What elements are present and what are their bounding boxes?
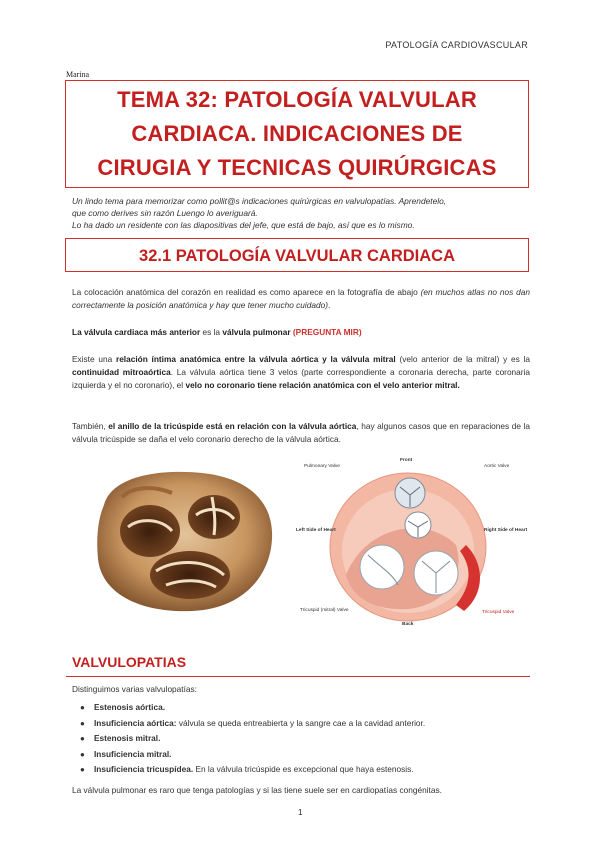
p3-e: . La válvula aórtica tiene 3 velos (parte correspondiente a coronaria derecha, parte coronaria izquierda y el no coronario), el xyxy=(72,367,531,390)
item-rest: válvula se queda entreabierta y la sangre cae a la cavidad anterior. xyxy=(176,717,426,728)
label-pulmonary: Pulmonary Valve xyxy=(304,464,340,469)
intro-line-2: que como derives sin razón Luengo lo averiguará. xyxy=(72,208,258,218)
valvulopatias-heading: VALVULOPATIAS xyxy=(72,654,187,670)
p4-c: , hay algunos casos que en reparaciones de la válvula tricúspide se daña el velo coronario derecho de la válvula aórtica. xyxy=(72,421,530,444)
p3-b: relación íntima anatómica entre la válvula aórtica y la válvula mitral xyxy=(115,354,396,364)
list-item xyxy=(72,716,542,732)
p3-f: velo no coronario tiene relación anatómica con el velo anterior mitral. xyxy=(185,380,460,390)
label-right-side: Right Side of Heart xyxy=(484,528,528,533)
bullet-icon: ● xyxy=(80,749,85,759)
label-back: Back xyxy=(402,622,414,627)
valvulopatias-lead: Distinguimos varias valvulopatías: xyxy=(72,684,197,694)
item-bold: Estenosis aórtica. xyxy=(94,702,166,712)
label-left-side: Left Side of Heart xyxy=(296,528,336,533)
intro-line-3: Lo ha dado un residente con las diapositivas del jefe, que está de bajo, así que es lo mismo. xyxy=(72,220,415,230)
item-bold: Insuficiencia tricuspídea. xyxy=(94,764,194,774)
bullet-icon: ● xyxy=(80,718,85,728)
valvulopatias-heading-box xyxy=(66,652,530,677)
heart-valves-photo xyxy=(92,467,278,615)
label-aortic: Aortic Valve xyxy=(484,464,510,469)
label-tricuspid: Tricuspid Valve xyxy=(482,610,515,615)
intro-line-1: Un lindo tema para memorizar como pollit@s indicaciones quirúrgicas en valvulopatías. Aprendetelo, xyxy=(72,196,447,206)
running-header: PATOLOGÍA CARDIOVASCULAR xyxy=(385,40,528,50)
paragraph-3 xyxy=(72,353,530,392)
p1-italic: (en muchos atlas no nos dan correctamente la posición anatómica y hay que tener mucho cuidado) xyxy=(72,287,531,310)
bullet-icon: ● xyxy=(80,703,85,712)
paragraph-4 xyxy=(72,420,530,446)
bullet-icon: ● xyxy=(80,734,85,743)
p2-mid: es la xyxy=(200,327,223,337)
item-bold: Insuficiencia aórtica: xyxy=(94,717,177,728)
title-box xyxy=(65,80,529,188)
bullet-icon: ● xyxy=(80,765,85,774)
label-front: Front xyxy=(400,458,413,463)
p2-bold: La válvula cardiaca más anterior xyxy=(72,327,201,337)
label-mitral: Tricuspid (mitral) Valve xyxy=(300,608,349,613)
list-item xyxy=(72,731,542,747)
valvulopatias-list xyxy=(72,700,542,778)
closing-paragraph: La válvula pulmonar es raro que tenga patologías y si las tiene suele ser en cardiopatías congénitas. xyxy=(72,785,442,795)
paragraph-1 xyxy=(72,286,530,312)
section-heading: 32.1 PATOLOGÍA VALVULAR CARDIACA xyxy=(139,247,455,265)
p4-b: el anillo de la tricúspide está en relación con la válvula aórtica xyxy=(108,421,357,431)
p1-text: La colocación anatómica del corazón en realidad es como aparece en la fotografía de abajo xyxy=(72,287,421,297)
p4-a: También, xyxy=(72,421,109,431)
paragraph-2 xyxy=(72,326,530,339)
list-item xyxy=(72,747,542,763)
p3-c: (velo anterior de la mitral) y es la xyxy=(395,354,530,364)
title-line-1: TEMA 32: PATOLOGÍA VALVULAR xyxy=(117,87,477,112)
title-line-3: CIRUGIA Y TECNICAS QUIRÚRGICAS xyxy=(97,155,497,180)
p3-a: Existe una xyxy=(72,354,116,364)
list-item xyxy=(72,762,542,778)
section-heading-box xyxy=(65,238,529,272)
mir-question-tag: (PREGUNTA MIR) xyxy=(292,327,362,337)
intro-note xyxy=(72,195,532,231)
list-item xyxy=(72,700,542,716)
item-rest: En la válvula tricúspide es excepcional que haya estenosis. xyxy=(193,764,414,774)
valve-anatomy-diagram xyxy=(296,455,528,631)
item-bold: Estenosis mitral. xyxy=(94,733,161,743)
item-bold: Insuficiencia mitral. xyxy=(94,748,172,759)
author-name: Marina xyxy=(66,70,90,79)
p2-bold2: válvula pulmonar xyxy=(222,327,291,337)
p3-d: continuidad mitroaórtica xyxy=(72,367,171,377)
p1-end: . xyxy=(327,300,331,310)
page-number: 1 xyxy=(298,808,303,817)
title-line-2: CARDIACA. INDICACIONES DE xyxy=(131,121,463,146)
